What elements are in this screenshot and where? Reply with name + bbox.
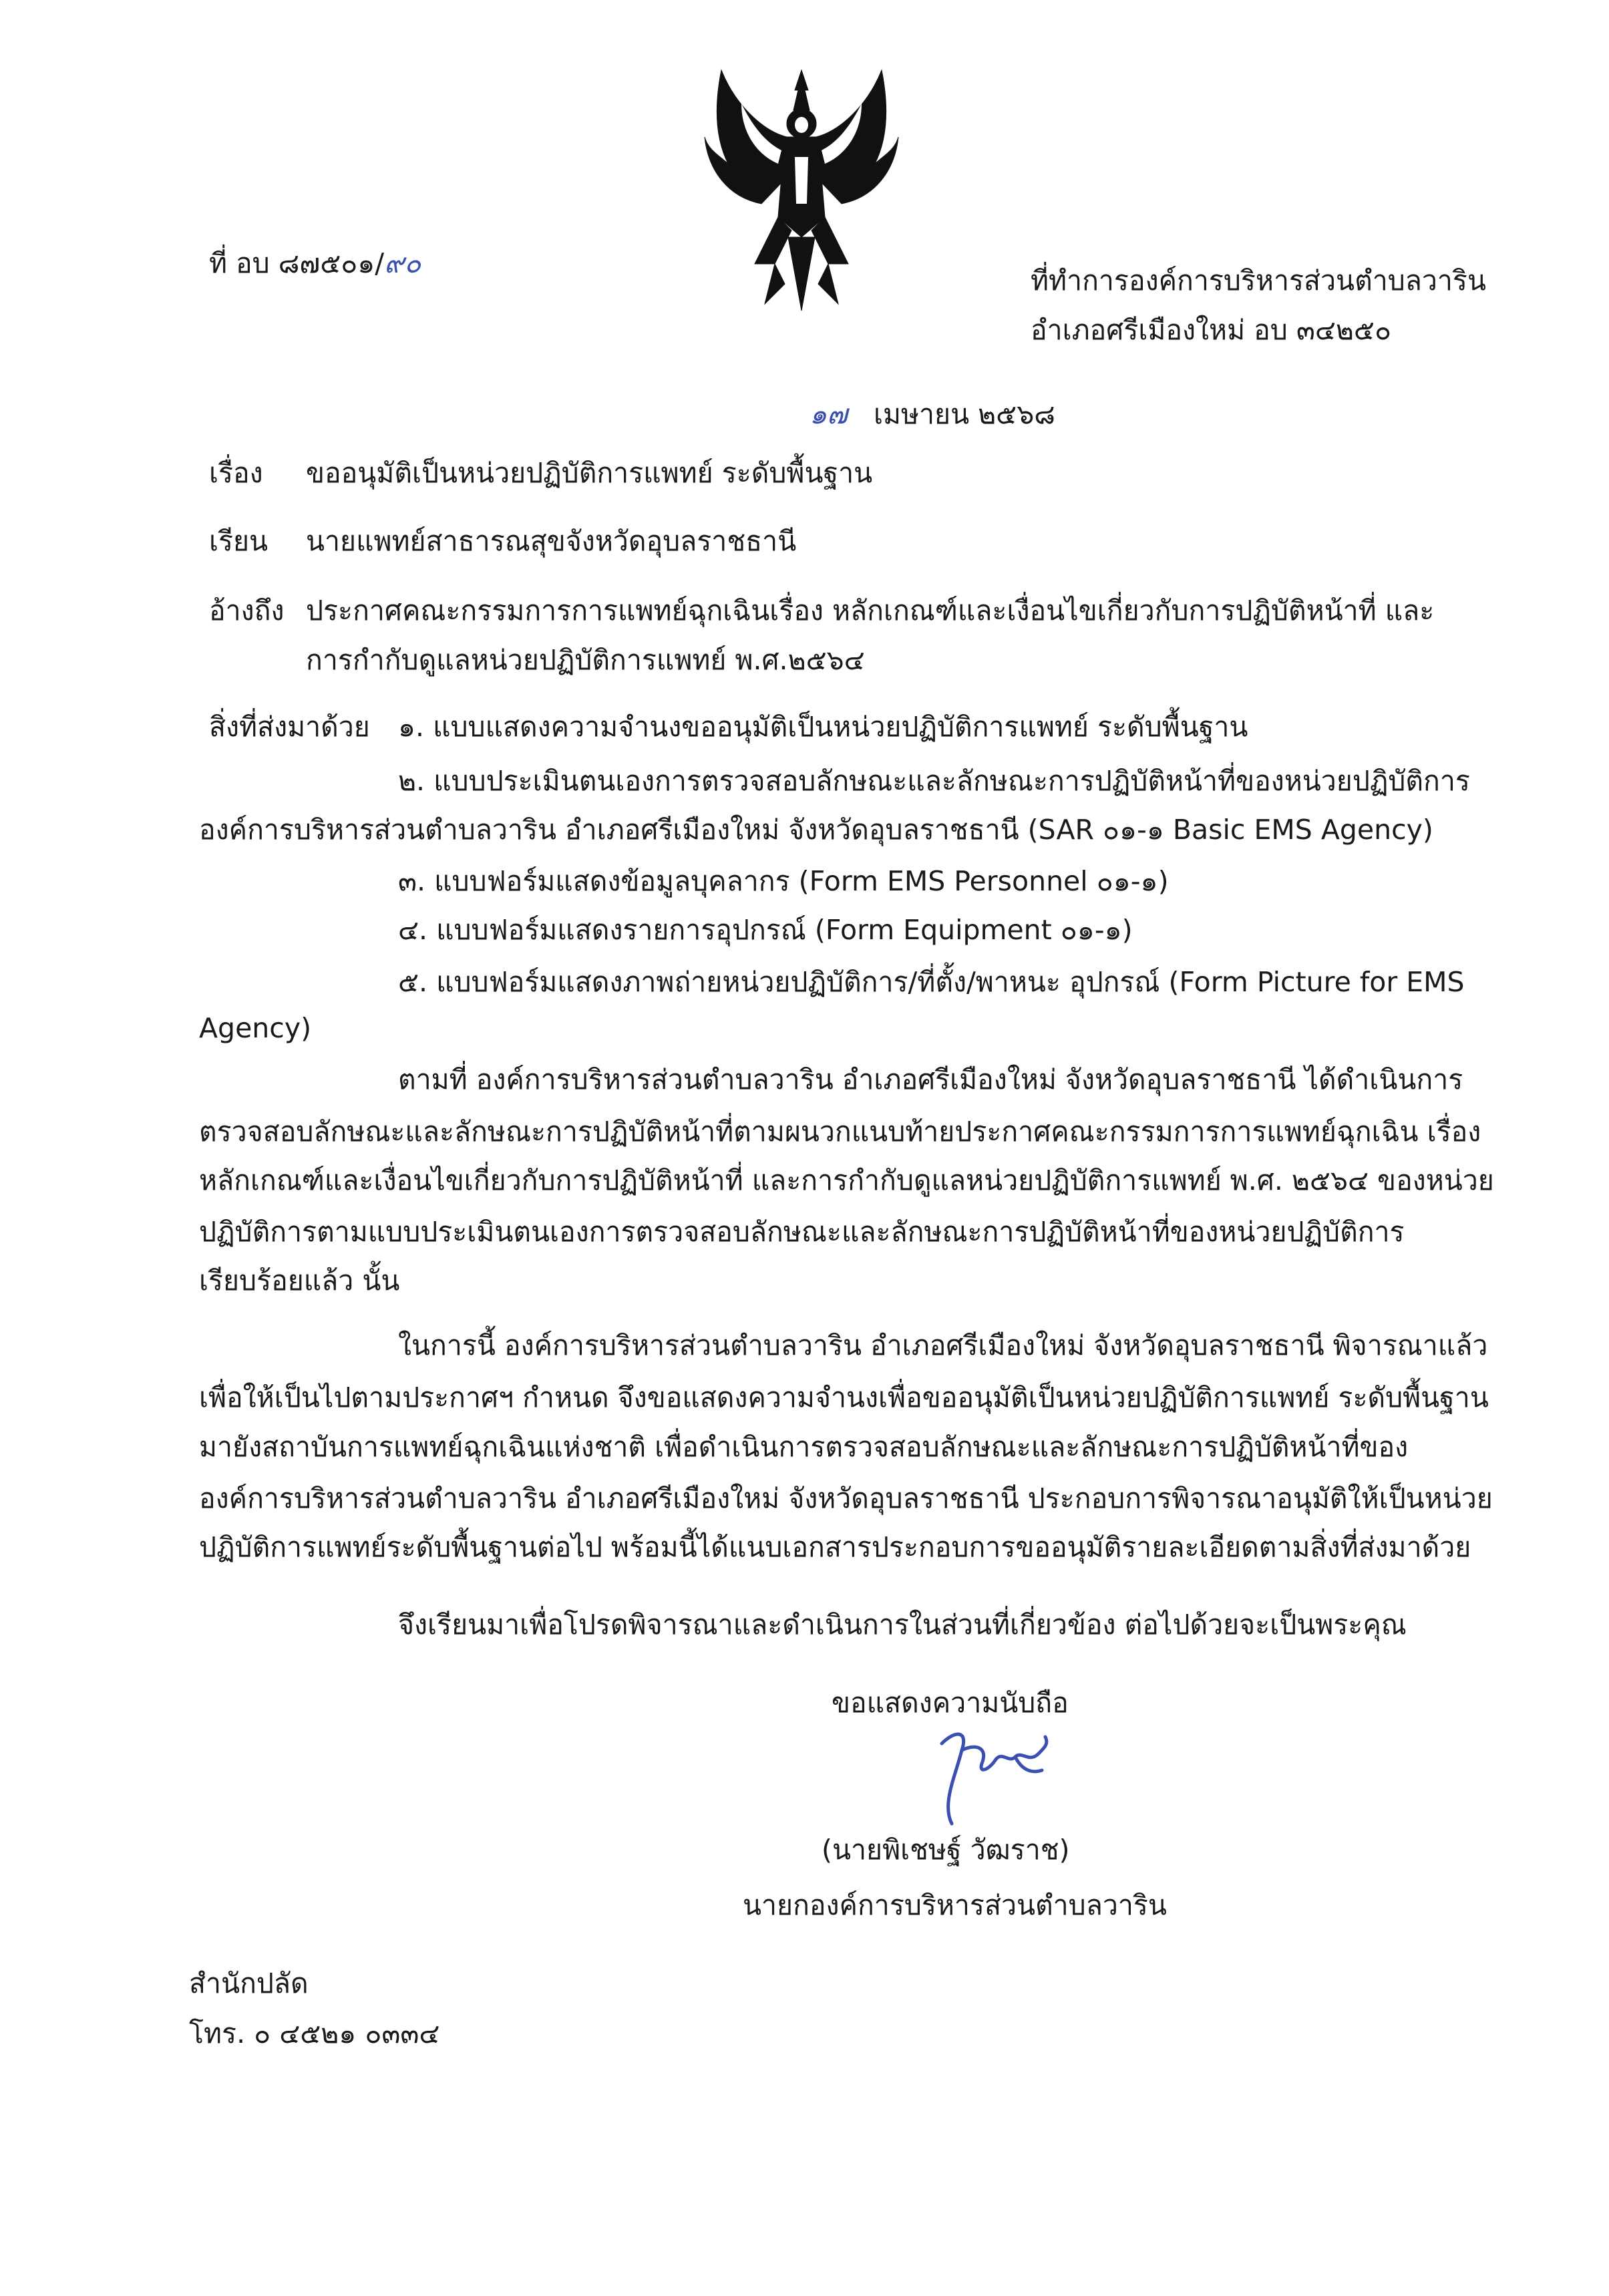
phone-number: โทร. ๐ ๔๕๒๑ ๐๓๓๔ (189, 2017, 440, 2049)
reference-number-line (209, 247, 421, 280)
paragraph-1-line: ตามที่ องค์การบริหารส่วนตำบลวาริน อำเภอศรีเมืองใหม่ จังหวัดอุบลราชธานี ได้ดำเนินการ (398, 1063, 1463, 1096)
handwritten-signature-icon (915, 1724, 1075, 1830)
enclosure-item-5-line1: ๕. แบบฟอร์มแสดงภาพถ่ายหน่วยปฏิบัติการ/ที่ตั้ง/พาหนะ อุปกรณ์ (Form Picture for EMS (398, 966, 1465, 998)
office-address-line2: อำเภอศรีเมืองใหม่ อบ ๓๔๒๕๐ (1031, 314, 1391, 346)
subject-text: ขออนุมัติเป็นหน่วยปฏิบัติการแพทย์ ระดับพื้นฐาน (306, 457, 873, 489)
date-day-handwritten: ๑๗ (810, 398, 848, 430)
signatory-position: นายกองค์การบริหารส่วนตำบลวาริน (743, 1889, 1167, 1921)
paragraph-2-line: ปฏิบัติการแพทย์ระดับพื้นฐานต่อไป พร้อมนี้ได้แนบเอกสารประกอบการขออนุมัติรายละเอียดตามสิ่งที่ส่งมาด้วย (199, 1531, 1471, 1563)
enclosure-item-1: ๑. แบบแสดงความจำนงขออนุมัติเป็นหน่วยปฏิบัติการแพทย์ ระดับพื้นฐาน (398, 711, 1248, 743)
date-month-year: เมษายน ๒๕๖๘ (873, 398, 1055, 430)
signatory-name: (นายพิเชษฐ์ วัฒราช) (822, 1834, 1070, 1866)
paragraph-1-line: หลักเกณฑ์และเงื่อนไขเกี่ยวกับการปฏิบัติหน้าที่ และการกำกับดูแลหน่วยปฏิบัติการแพทย์ พ.ศ. ๒๕๖๔ ของหน่วย (199, 1164, 1494, 1196)
reference-label: อ้างถึง (209, 595, 285, 627)
paragraph-2-line: ในการนี้ องค์การบริหารส่วนตำบลวาริน อำเภอศรีเมืองใหม่ จังหวัดอุบลราชธานี พิจารณาแล้ว (398, 1329, 1488, 1361)
reference-line2: การกำกับดูแลหน่วยปฏิบัติการแพทย์ พ.ศ.๒๕๖๔ (306, 644, 865, 676)
closing-sentence: จึงเรียนมาเพื่อโปรดพิจารณาและดำเนินการในส่วนที่เกี่ยวข้อง ต่อไปด้วยจะเป็นพระคุณ (398, 1609, 1407, 1641)
enclosures-label: สิ่งที่ส่งมาด้วย (209, 711, 370, 743)
regards-text: ขอแสดงความนับถือ (832, 1687, 1069, 1719)
enclosure-item-3: ๓. แบบฟอร์มแสดงข้อมูลบุคลากร (Form EMS Personnel ๐๑-๑) (398, 865, 1169, 897)
reference-number-handwritten: ๙๐ (384, 247, 421, 279)
paragraph-1-line: ตรวจสอบลักษณะและลักษณะการปฏิบัติหน้าที่ตามผนวกแนบท้ายประกาศคณะกรรมการการแพทย์ฉุกเฉิน เรื่อง (199, 1116, 1481, 1148)
paragraph-1-line: ปฏิบัติการตามแบบประเมินตนเองการตรวจสอบลักษณะและลักษณะการปฏิบัติหน้าที่ของหน่วยปฏิบัติการ (199, 1216, 1405, 1248)
enclosure-item-5-line2: Agency) (199, 1012, 312, 1044)
recipient-text: นายแพทย์สาธารณสุขจังหวัดอุบลราชธานี (306, 525, 797, 557)
reference-prefix: ที่ อบ ๘๗๕๐๑/ (209, 247, 385, 279)
subject-label: เรื่อง (209, 457, 263, 489)
paragraph-2-line: เพื่อให้เป็นไปตามประกาศฯ กำหนด จึงขอแสดงความจำนงเพื่อขออนุมัติเป็นหน่วยปฏิบัติการแพทย์ ระดับพื้นฐาน (199, 1381, 1489, 1414)
paragraph-2-line: องค์การบริหารส่วนตำบลวาริน อำเภอศรีเมืองใหม่ จังหวัดอุบลราชธานี ประกอบการพิจารณาอนุมัติให้เป็นหน่วย (199, 1482, 1493, 1514)
enclosure-item-2-line1: ๒. แบบประเมินตนเองการตรวจสอบลักษณะและลักษณะการปฏิบัติหน้าที่ของหน่วยปฏิบัติการ (398, 765, 1470, 797)
enclosure-item-4: ๔. แบบฟอร์มแสดงรายการอุปกรณ์ (Form Equipment ๐๑-๑) (398, 914, 1133, 946)
letter-date (810, 398, 1055, 431)
paragraph-1-line: เรียบร้อยแล้ว นั้น (199, 1265, 400, 1297)
enclosure-item-2-line2: องค์การบริหารส่วนตำบลวาริน อำเภอศรีเมืองใหม่ จังหวัดอุบลราชธานี (SAR ๐๑-๑ Basic EMS Agency) (199, 814, 1433, 846)
office-address-line1: ที่ทำการองค์การบริหารส่วนตำบลวาริน (1031, 265, 1486, 297)
department-name: สำนักปลัด (189, 1967, 309, 1999)
recipient-label: เรียน (209, 525, 269, 557)
paragraph-2-line: มายังสถาบันการแพทย์ฉุกเฉินแห่งชาติ เพื่อดำเนินการตรวจสอบลักษณะและลักษณะการปฏิบัติหน้าที่ของ (199, 1431, 1409, 1463)
garuda-emblem-icon (701, 63, 902, 317)
reference-line1: ประกาศคณะกรรมการการแพทย์ฉุกเฉินเรื่อง หลักเกณฑ์และเงื่อนไขเกี่ยวกับการปฏิบัติหน้าที่ และ (306, 595, 1435, 627)
